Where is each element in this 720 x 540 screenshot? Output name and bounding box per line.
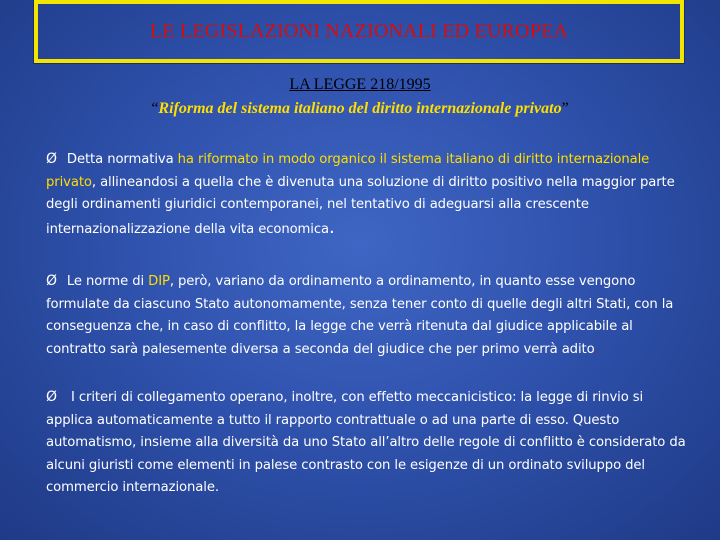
arrow-bullet-icon: Ø [46, 151, 57, 167]
paragraph-reform [46, 148, 686, 241]
paragraph-text: I criteri di collegamento operano, inoltre, con effetto meccanicistico: la legge di rinvio si applica automaticamente a tutto il rapporto contrattuale o ad una parte di esso. Questo automatismo, insieme alla diversità da uno Stato all’altro delle regole di conflitto è considerato da alcuni giuristi come elementi in palese contrasto con le esigenze di un ordinato sviluppo del commercio internazionale. [46, 390, 686, 496]
open-quote: “ [151, 100, 159, 117]
arrow-bullet-icon: Ø [46, 389, 57, 405]
highlighted-text: ha riformato in modo organico il sistema italiano di diritto internazionale privato [46, 152, 650, 190]
highlighted-text: DIP [148, 274, 170, 289]
close-quote: ” [561, 100, 569, 117]
title-box [34, 0, 684, 63]
law-title-text: Riforma del sistema italiano del diritto internazionale privato [158, 100, 562, 117]
law-number-heading: LA LEGGE 218/1995 [289, 76, 431, 93]
paragraph-text: , però, variano da ordinamento a ordinamento, in quanto esse vengono formulate da ciascuno Stato autonomamente, senza tener conto di quelle degli altri Stati, con la conseguenza che, in caso di conflitto, la legge che verrà ritenuta dal giudice applicabile al contratto sarà palesemente diversa a seconda del giudice che per primo verrà adito [46, 274, 674, 357]
law-title [0, 100, 720, 118]
paragraph-text: Le norme di [66, 274, 149, 289]
paragraph-text: Detta normativa [66, 152, 178, 167]
paragraph-dip [46, 270, 686, 361]
page-title: LE LEGISLAZIONI NAZIONALI ED EUROPEA [149, 20, 569, 42]
paragraph-text: , allineandosi a quella che è divenuta una soluzione di diritto positivo nella maggior parte degli ordinamenti giuridici contemporanei, nel tentativo di adeguarsi alla crescente internazionalizzazione della vita economica [46, 174, 675, 237]
arrow-bullet-icon: Ø [46, 273, 57, 289]
paragraph-criteria [46, 386, 686, 500]
paragraph-end: . [329, 216, 335, 238]
paragraph-end: . [594, 341, 599, 357]
